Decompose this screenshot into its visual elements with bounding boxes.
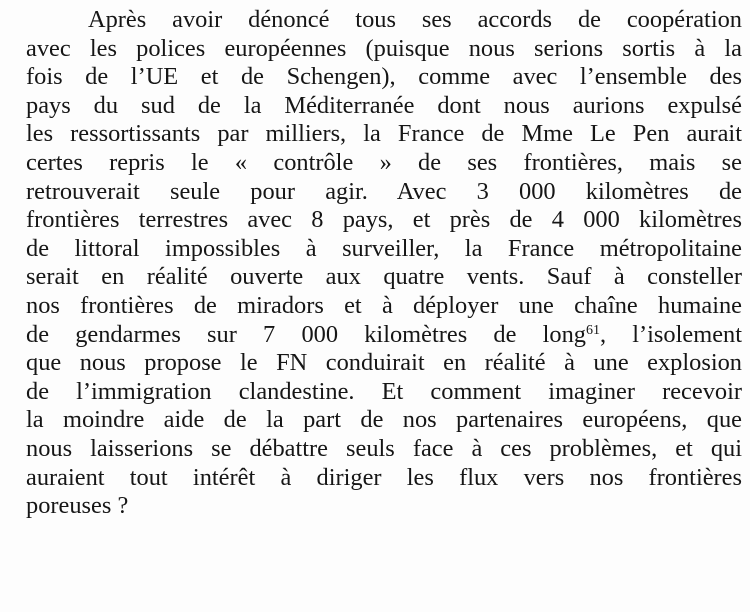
text-line: poreuses ? [26, 492, 129, 520]
text-line: les ressortissants par milliers, la France de Mme Le Pen aurait [26, 120, 742, 148]
text-line: nos frontières de miradors et à déployer une chaîne humaine [26, 291, 742, 319]
text-line: de littoral impossibles à surveiller, la France métropolitaine [26, 234, 742, 262]
text-line: pays du sud de la Méditerranée dont nous aurions expulsé [26, 91, 742, 119]
footnote-reference: 61 [585, 323, 600, 339]
text-line: nous laisserions se débattre seuls face à ces problèmes, et qui [26, 434, 742, 462]
text-line: de l’immigration clandestine. Et comment imaginer recevoir [26, 377, 742, 405]
text-line: certes repris le « contrôle » de ses frontières, mais se [26, 148, 742, 176]
text-segment: , l’isolement [599, 320, 742, 348]
body-paragraph [26, 6, 742, 521]
text-line: fois de l’UE et de Schengen), comme avec l’ensemble des [26, 63, 742, 91]
text-line: retrouverait seule pour agir. Avec 3 000 kilomètres de [26, 177, 742, 205]
text-line-with-footnote [26, 321, 742, 350]
text-line: avec les polices européennes (puisque nous serions sortis à la [26, 34, 742, 62]
text-line: frontières terrestres avec 8 pays, et près de 4 000 kilomètres [26, 206, 742, 234]
text-line: Après avoir dénoncé tous ses accords de coopération [88, 6, 742, 33]
text-line: auraient tout intérêt à diriger les flux vers nos frontières [26, 463, 742, 491]
text-segment: de gendarmes sur 7 000 kilomètres de long [26, 320, 586, 348]
text-line: la moindre aide de la part de nos partenaires européens, que [26, 406, 742, 434]
text-line: serait en réalité ouverte aux quatre vents. Sauf à consteller [26, 263, 742, 291]
text-line: que nous propose le FN conduirait en réalité à une explosion [26, 349, 742, 377]
